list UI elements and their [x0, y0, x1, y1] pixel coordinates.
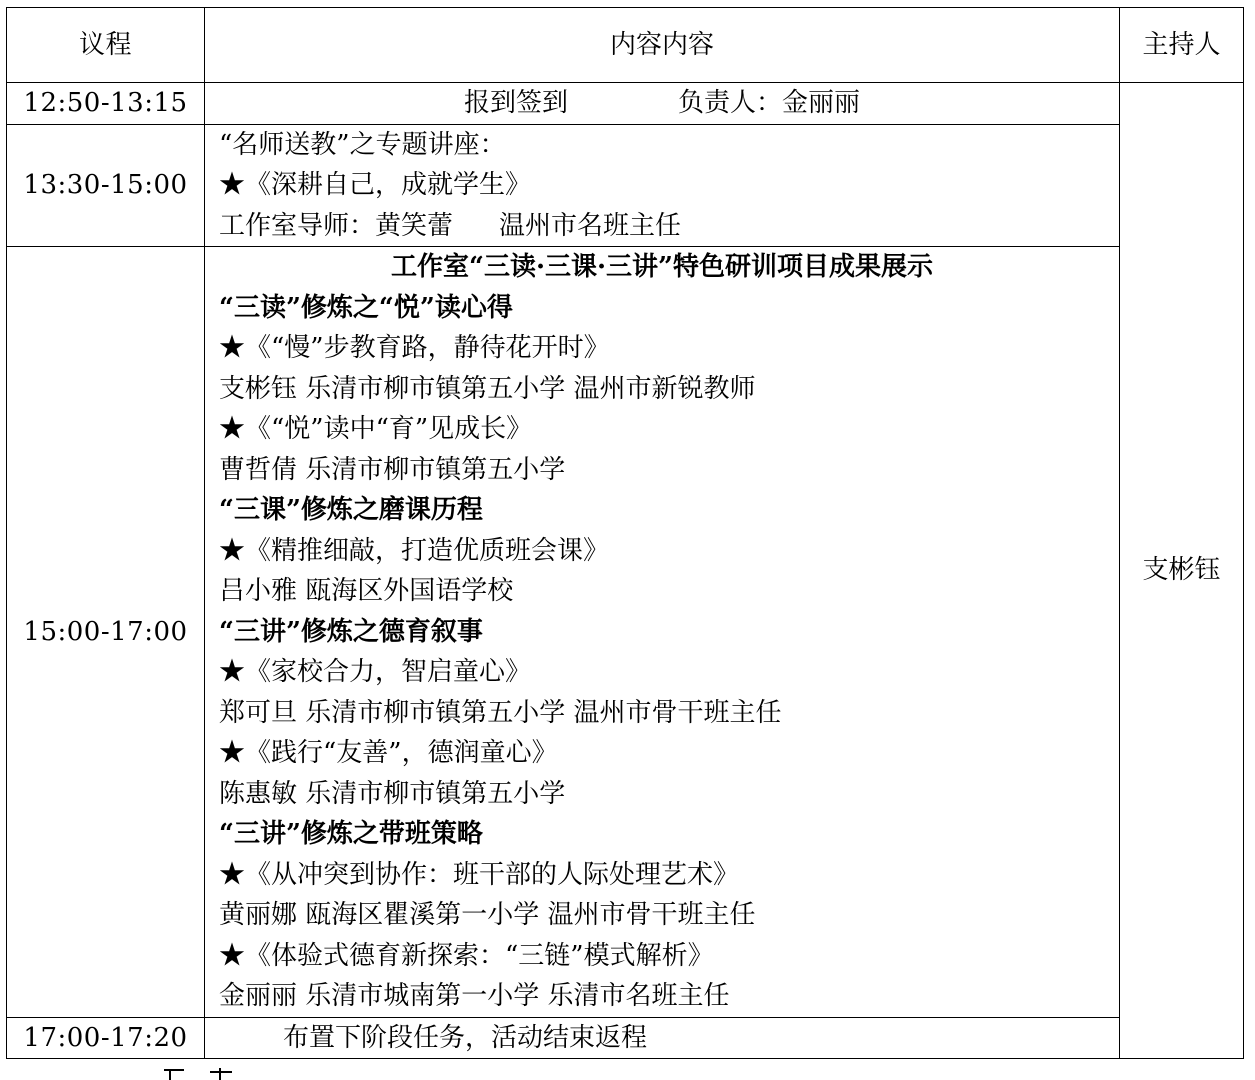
list-item: 陈惠敏 乐清市柳市镇第五小学 — [219, 778, 566, 809]
list-item: ★《“悦”读中“育”见成长》 — [219, 414, 533, 444]
list-item: ★《体验式德育新探索：“三链”模式解析》 — [219, 940, 714, 971]
header-content: 内容内容 — [205, 8, 1120, 83]
header-host: 主持人 — [1120, 8, 1244, 83]
table-header-row — [7, 8, 1244, 83]
showcase-title: 工作室“三读·三课·三讲”特色研训项目成果展示 — [390, 252, 933, 282]
lecture-title: ★《深耕自己，成就学生》 — [219, 170, 532, 200]
cropped-text-fragment — [150, 1066, 270, 1080]
table-row — [7, 83, 1244, 125]
table-row — [7, 124, 1244, 247]
list-item: 曹哲倩 乐清市柳市镇第五小学 — [219, 454, 566, 485]
mentor-title: 温州市名班主任 — [499, 210, 682, 241]
agenda-table — [6, 7, 1244, 1059]
content-cell — [205, 124, 1120, 247]
header-agenda: 议程 — [7, 8, 205, 83]
list-item: ★《践行“友善”，德润童心》 — [219, 738, 558, 768]
time-cell: 13:30-15:00 — [7, 124, 205, 247]
time-cell: 15:00-17:00 — [7, 247, 205, 1018]
content-cell — [205, 247, 1120, 1018]
content-cell — [205, 1017, 1120, 1059]
checkin-label: 报到签到 — [463, 88, 568, 118]
lecture-heading: “名师送教”之专题讲座： — [219, 129, 506, 160]
list-item: 吕小雅 瓯海区外国语学校 — [219, 576, 514, 606]
checkin-line — [205, 83, 1119, 124]
time-cell: 17:00-17:20 — [7, 1017, 205, 1059]
closing-text: 布置下阶段任务，活动结束返程 — [283, 1022, 648, 1053]
list-item: ★《从冲突到协作：班干部的人际处理艺术》 — [219, 859, 740, 890]
time-cell: 12:50-13:15 — [7, 83, 205, 125]
section-heading: “三讲”修炼之带班策略 — [219, 819, 483, 849]
checkin-person: 负责人：金丽丽 — [678, 88, 861, 118]
lecture-mentor-line — [205, 206, 1119, 247]
list-item: 郑可旦 乐清市柳市镇第五小学 温州市骨干班主任 — [219, 697, 782, 728]
list-item: ★《“慢”步教育路，静待花开时》 — [219, 333, 610, 363]
section-heading: “三读”修炼之“悦”读心得 — [219, 292, 513, 323]
host-cell: 支彬钰 — [1120, 83, 1244, 1059]
section-heading: “三课”修炼之磨课历程 — [219, 495, 483, 525]
list-item: 黄丽娜 瓯海区瞿溪第一小学 温州市骨干班主任 — [219, 900, 756, 930]
table-row — [7, 1017, 1244, 1059]
list-item: 金丽丽 乐清市城南第一小学 乐清市名班主任 — [219, 981, 730, 1011]
table-row — [7, 247, 1244, 1018]
mentor-name: 工作室导师：黄笑蕾 — [219, 210, 454, 241]
list-item: ★《家校合力，智启童心》 — [219, 657, 532, 687]
showcase-lines — [205, 288, 1119, 1017]
list-item: ★《精推细敲，打造优质班会课》 — [219, 535, 610, 566]
list-item: 支彬钰 乐清市柳市镇第五小学 温州市新锐教师 — [219, 373, 756, 404]
content-cell — [205, 83, 1120, 125]
section-heading: “三讲”修炼之德育叙事 — [219, 616, 483, 647]
